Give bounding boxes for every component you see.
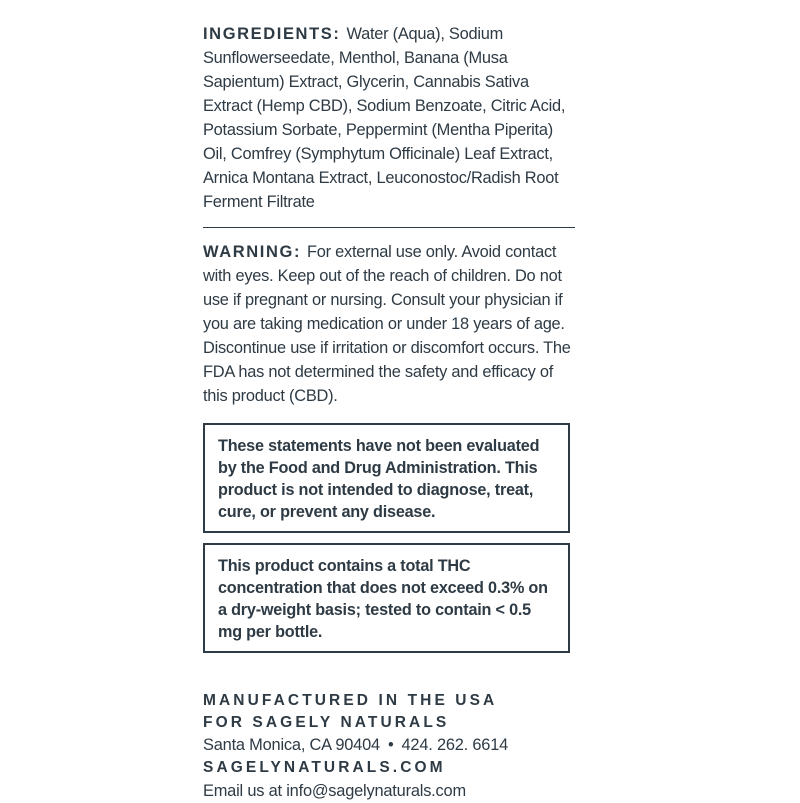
ingredients-label: INGREDIENTS:: [203, 25, 341, 43]
ingredients-section: [203, 22, 578, 214]
email-line: Email us at info@sagelynaturals.com: [203, 781, 466, 800]
phone-text: 424. 262. 6614: [401, 736, 509, 754]
warning-label: WARNING:: [203, 243, 302, 261]
thc-statement-box: [203, 543, 570, 653]
ingredients-text: Water (Aqua), Sodium Sunflowerseedate, Menthol, Banana (Musa Sapientum) Extract, Glycerin, Cannabis Sativa Extract (Hemp CBD), Sodium Benzoate, Citric Acid, Potassium Sorbate, Peppermint (Mentha Piperita) Oil, Comfrey (Symphytum Officinale) Leaf Extract, Arnica Montana Extract, Leuconostoc/Radish Root Ferment Filtrate: [203, 25, 566, 211]
label-panel: [203, 22, 578, 803]
manufacturer-footer: [203, 690, 578, 803]
city-text: Santa Monica, CA 90404: [203, 736, 380, 754]
website-link: SAGELYNATURALS.COM: [203, 759, 446, 776]
fda-disclaimer-box: [203, 423, 570, 533]
manufactured-line: MANUFACTURED IN THE USA: [203, 692, 498, 709]
address-line: [203, 733, 578, 757]
fda-disclaimer-text: These statements have not been evaluated by the Food and Drug Administration. This product is not intended to diagnose, treat, cure, or prevent any disease.: [218, 437, 540, 521]
warning-section: [203, 240, 578, 408]
brand-line: FOR SAGELY NATURALS: [203, 713, 450, 731]
warning-text: For external use only. Avoid contact with eyes. Keep out of the reach of children. Do not use if pregnant or nursing. Consult your physician if you are taking medication or under 18 years of age. Discontinue use if irritation or discomfort occurs. The FDA has not determined the safety and efficacy of this product (CBD).: [203, 243, 571, 405]
thc-statement-text: This product contains a total THC concentration that does not exceed 0.3% on a dry-weight basis; tested to contain < 0.5 mg per bottle.: [218, 557, 548, 641]
bullet-separator: •: [387, 736, 394, 754]
section-divider: [203, 227, 575, 228]
